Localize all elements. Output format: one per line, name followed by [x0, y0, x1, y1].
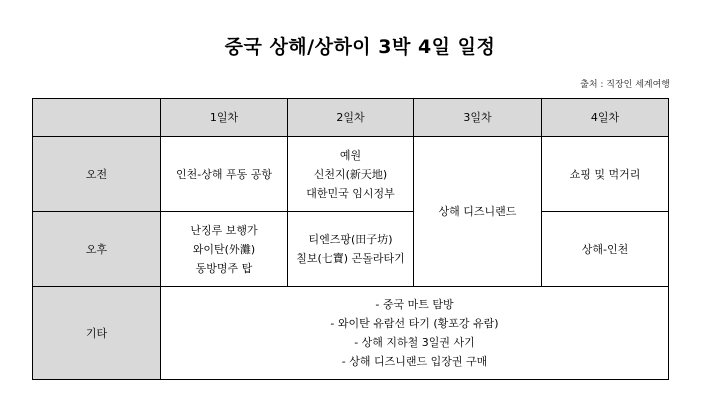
row-label-morning: 오전: [33, 137, 161, 212]
row-label-afternoon: 오후: [33, 212, 161, 287]
activity-text: 인천-상해 푸동 공항: [176, 167, 272, 181]
activity-text: 예원: [339, 148, 362, 162]
header-day1: 1일차: [161, 99, 288, 137]
activity-text: 대한민국 임시정부: [306, 186, 395, 200]
etc-row: [33, 287, 669, 380]
note-item: - 상해 지하철 3일권 사기: [354, 336, 475, 349]
afternoon-row: [33, 212, 669, 287]
source-note: 출처 : 직장인 세계여행: [580, 80, 670, 90]
cell-etc-notes: [161, 287, 669, 380]
header-row: [33, 99, 669, 137]
header-day2: 2일차: [288, 99, 414, 137]
note-item: - 중국 마트 탐방: [375, 298, 454, 311]
activity-text: 난징루 보행가: [190, 223, 258, 237]
activity-text: 상해-인천: [581, 242, 629, 256]
header-corner: [33, 99, 161, 137]
cell-day4-morning: [542, 137, 669, 212]
cell-day2-morning: [288, 137, 414, 212]
page-title: 중국 상해/상하이 3박 4일 일정: [224, 36, 496, 58]
cell-day1-afternoon: [161, 212, 288, 287]
morning-row: [33, 137, 669, 212]
row-label-etc: 기타: [33, 287, 161, 380]
note-item: - 와이탄 유람선 타기 (황포강 유람): [330, 317, 499, 330]
activity-text: 티엔즈팡(田子坊): [308, 233, 393, 246]
activity-text: 쇼핑 및 먹거리: [569, 167, 641, 181]
note-item: - 상해 디즈니랜드 입장권 구매: [341, 355, 488, 368]
cell-day4-afternoon: [542, 212, 669, 287]
activity-text: 상해 디즈니랜드: [438, 205, 517, 218]
cell-day2-afternoon: [288, 212, 414, 287]
cell-day3-allday: [414, 137, 542, 287]
activity-text: 동방명주 탑: [195, 261, 253, 275]
header-day4: 4일차: [542, 99, 669, 137]
itinerary-table: [32, 98, 669, 380]
activity-text: 와이탄(外灘): [192, 242, 256, 256]
cell-day1-morning: [161, 137, 288, 212]
activity-text: 신천지(新天地): [313, 167, 388, 181]
activity-text: 칠보(七寶) 곤돌라타기: [296, 252, 405, 265]
header-day3: 3일차: [414, 99, 542, 137]
